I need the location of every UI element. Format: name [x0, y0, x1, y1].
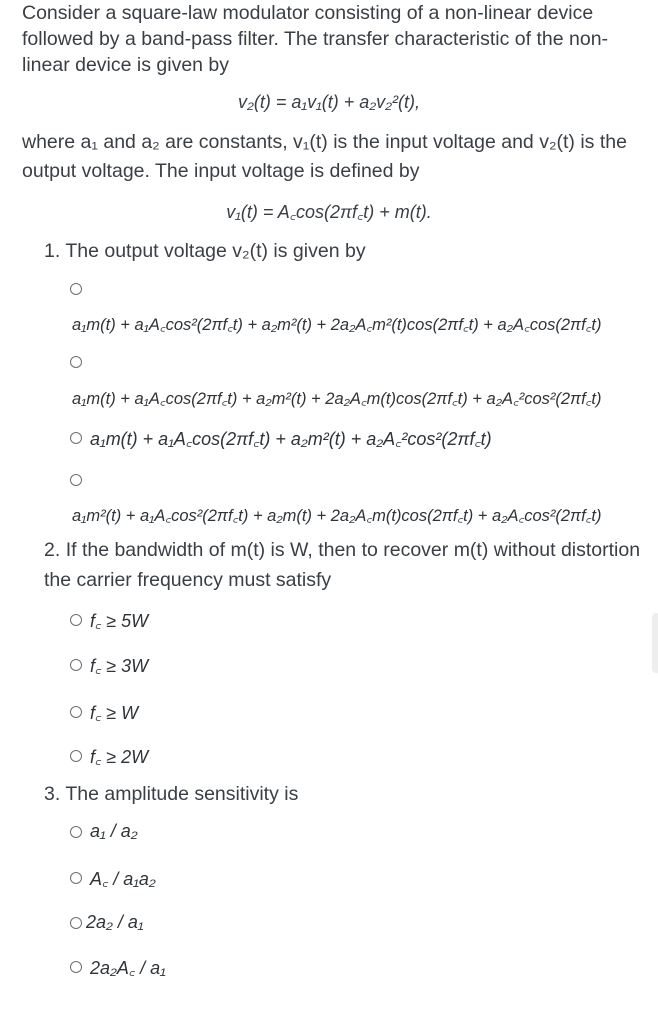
question-2-text: If the bandwidth of m(t) is W, then to recover m(t) without distortion the carrier frequency must satisfy [44, 539, 641, 591]
question-1-number: 1. [44, 240, 61, 262]
intro-paragraph: Consider a square-law modulator consisting of a non-linear device followed by a band-pass filter. The transfer characteristic of the non-linear device is given by [22, 2, 609, 76]
question-3-number: 3. [44, 783, 61, 805]
question-1-text: The output voltage v₂(t) is given by [65, 240, 366, 262]
q2-option-d-label: f꜀ ≥ 2W [90, 747, 149, 767]
q1-option-b-label: a₁m(t) + a₁A꜀cos(2πf꜀t) + a₂m²(t) + 2a₂A꜀m(t)cos(2πf꜀t) + a₂A꜀²cos²(2πf꜀t) [72, 390, 602, 408]
question-3 [44, 779, 644, 809]
q1-option-a-radio[interactable] [70, 283, 82, 295]
question-3-text: The amplitude sensitivity is [65, 783, 299, 805]
q3-option-b-label: A꜀ / a₁a₂ [90, 869, 156, 889]
q3-option-d-label: 2a₂A꜀ / a₁ [90, 958, 166, 978]
q2-option-d-radio[interactable] [70, 750, 82, 762]
q3-option-a-label: a₁ / a₂ [90, 821, 138, 841]
equation-transfer-characteristic: v₂(t) = a₁v₁(t) + a₂v₂²(t), [238, 92, 420, 112]
q1-option-b-radio[interactable] [70, 356, 82, 368]
question-1 [44, 236, 644, 266]
q1-option-d-label: a₁m²(t) + a₁A꜀cos²(2πf꜀t) + a₂m(t) + 2a₂A꜀m(t)cos(2πf꜀t) + a₂A꜀cos²(2πf꜀t) [72, 507, 602, 525]
q2-option-a-radio[interactable] [70, 614, 82, 626]
q2-option-c-radio[interactable] [70, 706, 82, 718]
q3-option-a-radio[interactable] [70, 826, 82, 838]
q2-option-a-label: f꜀ ≥ 5W [90, 611, 149, 631]
q1-option-c-label: a₁m(t) + a₁A꜀cos(2πf꜀t) + a₂m²(t) + a₂A꜀²cos²(2πf꜀t) [90, 429, 492, 449]
equation-input-voltage: v₁(t) = A꜀cos(2πf꜀t) + m(t). [226, 202, 432, 222]
q2-option-b-label: f꜀ ≥ 3W [90, 656, 149, 676]
paragraph-definitions: where a₁ and a₂ are constants, v₁(t) is the input voltage and v₂(t) is the output voltage. The input voltage is defined by [22, 131, 627, 182]
q2-option-b-radio[interactable] [70, 659, 82, 671]
q1-option-d-radio[interactable] [70, 474, 82, 486]
q3-option-d-radio[interactable] [70, 961, 82, 973]
q1-option-a-label: a₁m(t) + a₁A꜀cos²(2πf꜀t) + a₂m²(t) + 2a₂A꜀m²(t)cos(2πf꜀t) + a₂A꜀cos(2πf꜀t) [72, 316, 602, 334]
q3-option-c-label: 2a₂ / a₁ [86, 912, 144, 932]
q3-option-b-radio[interactable] [70, 872, 82, 884]
scroll-edge [652, 613, 658, 673]
q1-option-c-radio[interactable] [70, 432, 82, 444]
q2-option-c-label: f꜀ ≥ W [90, 703, 139, 723]
question-2-number: 2. [44, 539, 61, 561]
q3-option-c-radio[interactable] [70, 917, 82, 929]
question-2 [44, 535, 644, 595]
